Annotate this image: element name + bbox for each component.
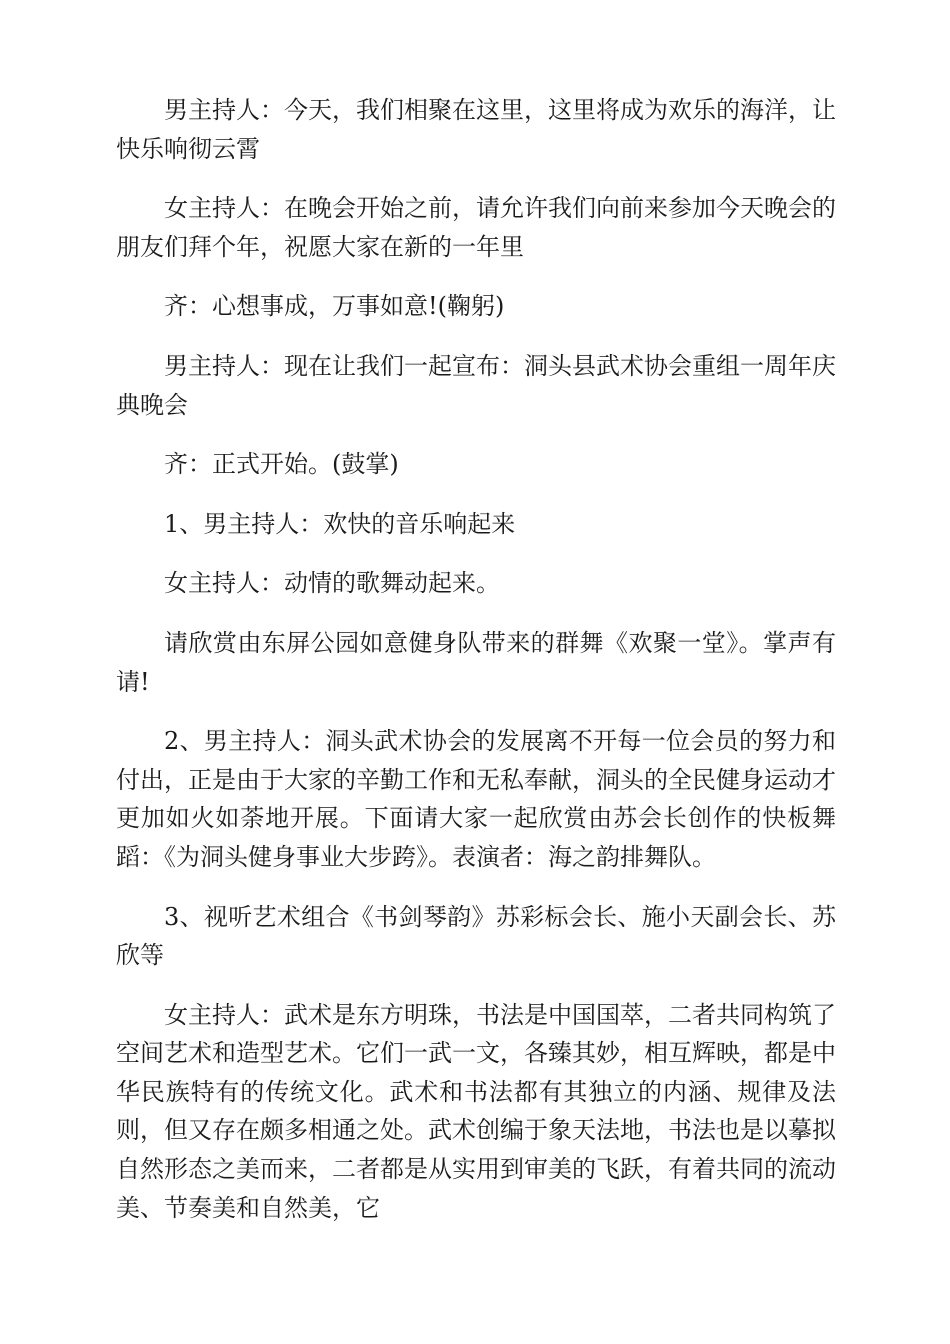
document-body: [116, 91, 836, 1227]
paragraph-3: 齐：心想事成，万事如意!(鞠躬): [164, 292, 505, 321]
paragraph-10: 3、视听艺术组合《书剑琴韵》苏彩标会长、施小天副会长、苏欣等: [116, 902, 836, 970]
paragraph-1: 男主持人：今天，我们相聚在这里，这里将成为欢乐的海洋，让快乐响彻云霄: [116, 96, 836, 163]
paragraph-11: 女主持人：武术是东方明珠，书法是中国国萃，二者共同构筑了空间艺术和造型艺术。它们一武一文，各臻其妙，相互辉映，都是中华民族特有的传统文化。武术和书法都有其独立的内涵、规律及法则，但又存在颇多相通之处。武术创编于象天法地，书法也是以摹拟自然形态之美而来，二者都是从实用到审美的飞跃，有着共同的流动美、节奏美和自然美，它: [116, 1000, 836, 1222]
paragraph-9: 2、男主持人：洞头武术协会的发展离不开每一位会员的努力和付出，正是由于大家的辛勤工作和无私奉献，洞头的全民健身运动才更加如火如荼地开展。下面请大家一起欣赏由苏会长创作的快板舞蹈：《为洞头健身事业大步跨》。表演者：海之韵排舞队。: [116, 727, 836, 871]
paragraph-8: 请欣赏由东屏公园如意健身队带来的群舞《欢聚一堂》。掌声有请!: [116, 628, 836, 696]
paragraph-2: 女主持人：在晚会开始之前，请允许我们向前来参加今天晚会的朋友们拜个年，祝愿大家在新的一年里: [116, 194, 836, 261]
paragraph-4: 男主持人：现在让我们一起宣布：洞头县武术协会重组一周年庆典晚会: [116, 351, 836, 419]
paragraph-7: 女主持人：动情的歌舞动起来。: [164, 569, 500, 598]
paragraph-5: 齐：正式开始。(鼓掌): [164, 450, 399, 479]
paragraph-6: 1、男主持人：欢快的音乐响起来: [164, 509, 516, 538]
